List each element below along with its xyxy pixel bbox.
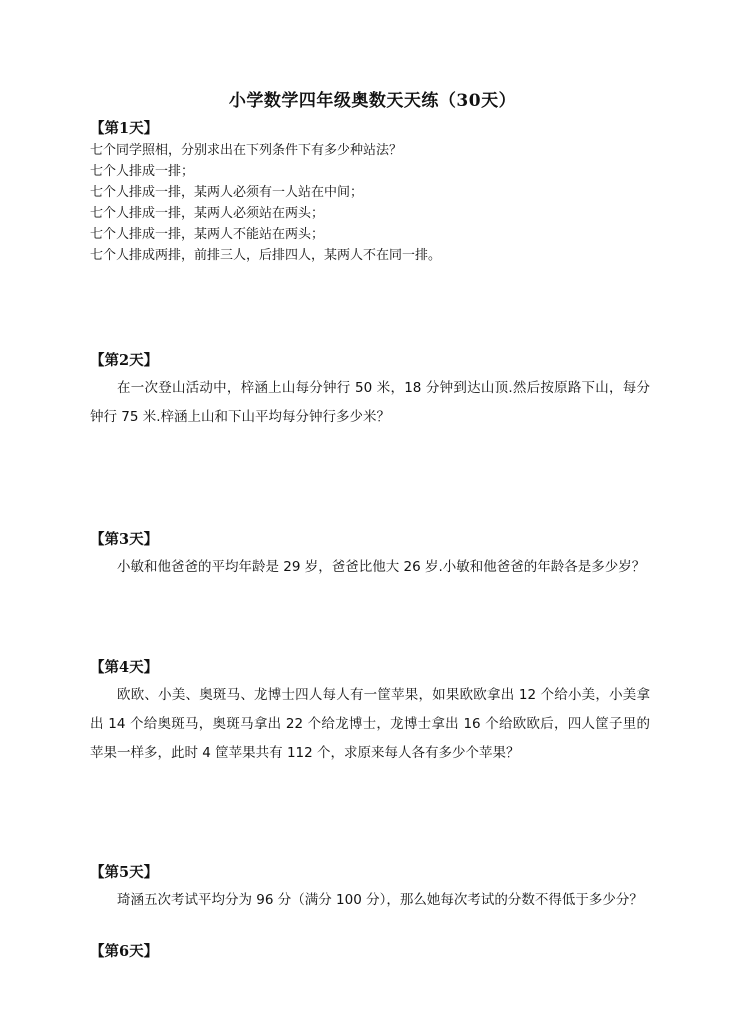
- day-1-line: 七个人排成一排；: [90, 164, 195, 179]
- day-4-heading: 【第4天】: [90, 659, 159, 676]
- day-1-line: 七个人排成一排，某两人必须站在两头；: [90, 206, 325, 221]
- day-4-section: [90, 657, 660, 768]
- day-1-lines: [90, 140, 660, 266]
- day-1-line: 七个人排成一排，某两人必须有一人站在中间；: [90, 185, 364, 200]
- day-2-problem: 在一次登山活动中，梓涵上山每分钟行 50 米，18 分钟到达山顶.然后按原路下山，每分钟行 75 米.梓涵上山和下山平均每分钟行多少米？: [90, 380, 650, 425]
- day-5-section: [90, 862, 660, 915]
- day-1-line: 七个同学照相，分别求出在下列条件下有多少种站法？: [90, 143, 403, 158]
- day-5-problem: 琦涵五次考试平均分为 96 分（满分 100 分），那么她每次考试的分数不得低于多少分？: [117, 892, 643, 908]
- day-5-heading: 【第5天】: [90, 864, 159, 881]
- day-4-problem: 欧欧、小美、奥斑马、龙博士四人每人有一筐苹果，如果欧欧拿出 12 个给小美，小美拿出 14 个给奥斑马，奥斑马拿出 22 个给龙博士，龙博士拿出 16 个给欧欧后，四人筐子里的苹果一样多，此时 4 筐苹果共有 112 个，求原来每人各有多少个苹果？: [90, 687, 650, 761]
- day-6-heading: 【第6天】: [90, 943, 159, 960]
- day-1-heading: 【第1天】: [90, 120, 159, 137]
- day-3-heading: 【第3天】: [90, 531, 159, 548]
- day-3-problem: 小敏和他爸爸的平均年龄是 29 岁，爸爸比他大 26 岁.小敏和他爸爸的年龄各是多少岁？: [117, 559, 646, 575]
- day-2-section: [90, 350, 660, 432]
- day-1-line: 七个人排成一排，某两人不能站在两头；: [90, 227, 325, 242]
- day-1-section: [90, 118, 660, 266]
- day-1-line: 七个人排成两排，前排三人，后排四人，某两人不在同一排。: [90, 248, 442, 263]
- day-6-section: [90, 941, 660, 963]
- day-3-section: [90, 529, 660, 582]
- document-title: 小学数学四年级奥数天天练（30天）: [228, 91, 517, 111]
- day-2-heading: 【第2天】: [90, 352, 159, 369]
